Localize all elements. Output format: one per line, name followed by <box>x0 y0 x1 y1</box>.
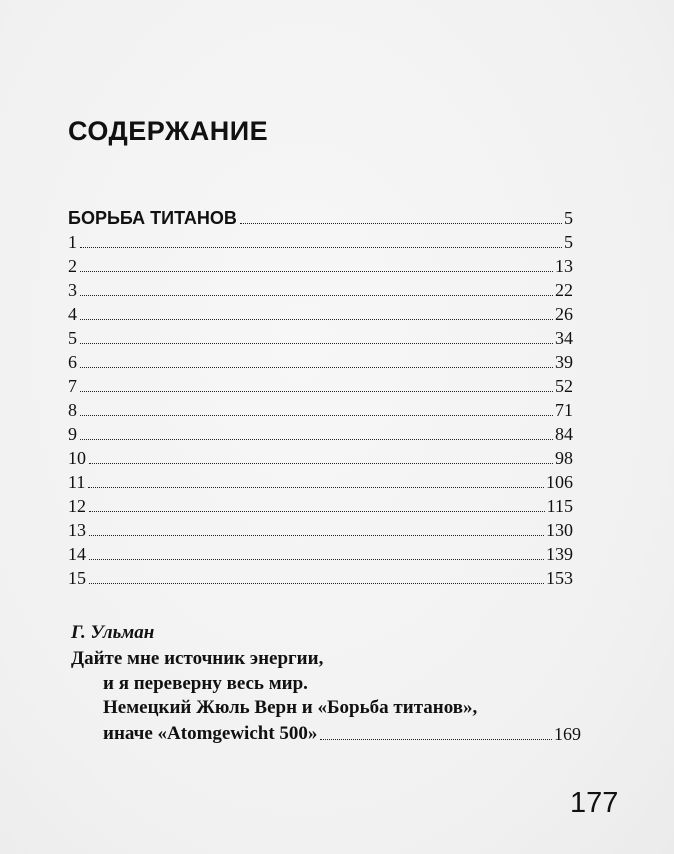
toc-leader-dots <box>80 439 553 440</box>
toc-chapter-row <box>68 541 573 565</box>
essay-title-line-1: Дайте мне источник энергии, <box>71 648 324 669</box>
toc-chapter-label: 11 <box>68 472 86 492</box>
toc-chapter-page: 84 <box>555 424 573 444</box>
toc-chapter-page: 71 <box>555 400 573 420</box>
essay-toc-entry <box>103 719 581 745</box>
toc-chapter-row <box>68 301 573 325</box>
toc-chapter-page: 115 <box>546 496 573 516</box>
toc-chapter-page: 153 <box>546 568 573 588</box>
toc-leader-dots <box>80 391 553 392</box>
toc-chapter-row <box>68 229 573 253</box>
essay-title-line-4: иначе «Atomgewicht 500» <box>103 723 318 744</box>
toc-chapter-label: 9 <box>68 424 77 444</box>
toc-main-label: БОРЬБА ТИТАНОВ <box>68 208 237 228</box>
toc-chapter-row <box>68 253 573 277</box>
toc-main-page: 5 <box>564 208 573 228</box>
toc-chapter-page: 34 <box>555 328 573 348</box>
toc-chapter-label: 8 <box>68 400 77 420</box>
toc-chapter-row <box>68 517 573 541</box>
toc-leader-dots <box>80 319 553 320</box>
toc-leader-dots <box>80 295 553 296</box>
toc-chapter-row <box>68 325 573 349</box>
toc-chapter-label: 14 <box>68 544 86 564</box>
toc-leader-dots <box>89 535 544 536</box>
toc-chapter-row <box>68 493 573 517</box>
toc-leader-dots <box>80 367 553 368</box>
toc-chapter-label: 10 <box>68 448 86 468</box>
toc-chapter-page: 98 <box>555 448 573 468</box>
toc-chapter-row <box>68 373 573 397</box>
essay-page: 169 <box>554 724 581 744</box>
toc-chapter-label: 12 <box>68 496 86 516</box>
toc-chapter-row <box>68 565 573 589</box>
toc-chapter-page: 5 <box>564 232 573 252</box>
page-heading: СОДЕРЖАНИЕ <box>68 116 269 146</box>
toc-leader-dots <box>80 415 553 416</box>
toc-chapter-row <box>68 349 573 373</box>
toc-main-entry <box>68 203 573 229</box>
toc-chapter-page: 130 <box>546 520 573 540</box>
toc-chapter-row <box>68 277 573 301</box>
toc-chapter-row <box>68 397 573 421</box>
toc-chapter-label: 2 <box>68 256 77 276</box>
toc-leader-dots <box>320 739 552 740</box>
toc-leader-dots <box>89 511 545 512</box>
toc-main-entry-container <box>68 203 573 229</box>
toc-leader-dots <box>89 463 553 464</box>
toc-chapter-row <box>68 445 573 469</box>
toc-leader-dots <box>88 487 544 488</box>
toc-chapter-label: 5 <box>68 328 77 348</box>
toc-chapter-label: 6 <box>68 352 77 372</box>
toc-chapter-page: 39 <box>555 352 573 372</box>
toc-chapter-page: 26 <box>555 304 573 324</box>
toc-chapter-page: 139 <box>546 544 573 564</box>
toc-chapter-label: 4 <box>68 304 77 324</box>
toc-leader-dots <box>80 247 562 248</box>
toc-leader-dots <box>89 583 544 584</box>
toc-chapter-page: 52 <box>555 376 573 396</box>
toc-chapter-label: 3 <box>68 280 77 300</box>
toc-leader-dots <box>80 343 553 344</box>
page-number: 177 <box>570 787 619 819</box>
toc-leader-dots <box>240 223 562 224</box>
toc-chapter-label: 13 <box>68 520 86 540</box>
essay-author: Г. Ульман <box>71 622 155 643</box>
toc-chapter-row <box>68 421 573 445</box>
toc-leader-dots <box>89 559 544 560</box>
toc-chapter-label: 7 <box>68 376 77 396</box>
toc-leader-dots <box>80 271 553 272</box>
toc-chapter-page: 13 <box>555 256 573 276</box>
toc-chapter-list <box>68 229 573 589</box>
essay-title-line-3: Немецкий Жюль Верн и «Борьба титанов», <box>103 697 478 718</box>
toc-chapter-page: 106 <box>546 472 573 492</box>
toc-chapter-row <box>68 469 573 493</box>
toc-chapter-page: 22 <box>555 280 573 300</box>
toc-chapter-label: 15 <box>68 568 86 588</box>
toc-chapter-label: 1 <box>68 232 77 252</box>
essay-title-line-2: и я переверну весь мир. <box>103 673 308 694</box>
